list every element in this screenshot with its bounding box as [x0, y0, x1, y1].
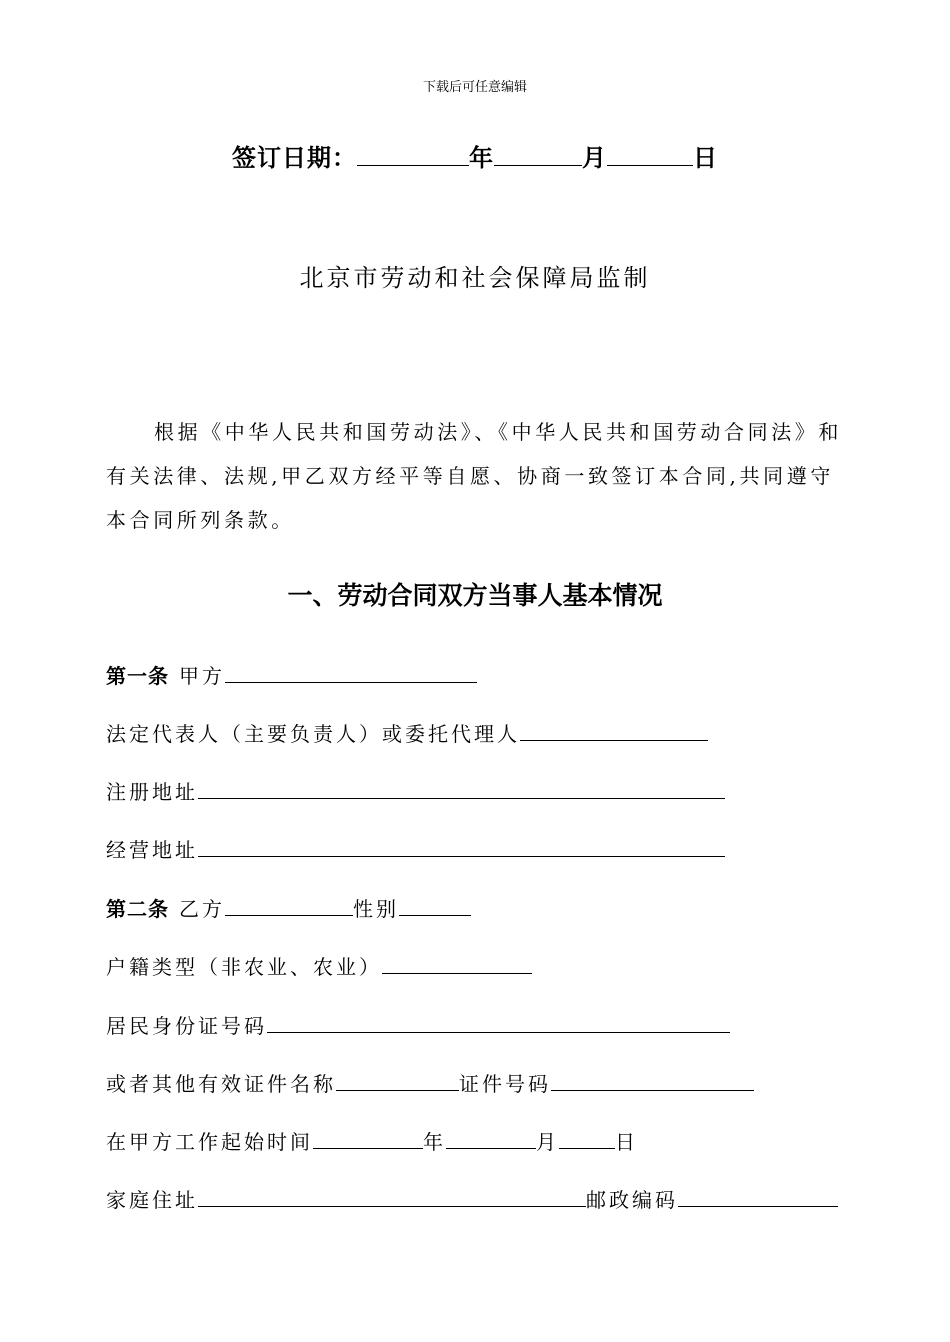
preamble: 根据《中华人民共和国劳动法》、《中华人民共和国劳动合同法》和有关法律、法规,甲乙双方经平等自愿、协商一致签订本合同,共同遵守本合同所列条款。 — [106, 420, 842, 532]
start-time-label: 在甲方工作起始时间 — [106, 1130, 313, 1154]
day-blank[interactable] — [607, 143, 693, 166]
start-time-row — [106, 1126, 638, 1155]
issuer: 北京市劳动和社会保障局监制 — [299, 264, 651, 292]
reg-address-row — [106, 776, 725, 805]
start-month-label: 月 — [536, 1130, 559, 1154]
article2-label: 第二条 — [106, 897, 169, 921]
party-b-label: 乙方 — [179, 897, 225, 921]
article1-row — [106, 660, 477, 689]
id-number2-blank[interactable] — [551, 1070, 754, 1091]
other-id-row — [106, 1068, 754, 1097]
id-number-row — [106, 1010, 730, 1039]
other-id-label: 或者其他有效证件名称 — [106, 1072, 336, 1096]
biz-address-row — [106, 834, 725, 863]
start-year-blank[interactable] — [313, 1128, 423, 1149]
gender-label: 性别 — [353, 897, 399, 921]
article1-label: 第一条 — [106, 664, 169, 688]
biz-address-label: 经营地址 — [106, 838, 198, 862]
month-label: 月 — [582, 143, 607, 172]
year-blank[interactable] — [357, 143, 469, 166]
postcode-label: 邮政编码 — [586, 1188, 678, 1212]
start-day-label: 日 — [615, 1130, 638, 1154]
household-label: 户籍类型（非农业、农业） — [106, 955, 382, 979]
section-title: 一、劳动合同双方当事人基本情况 — [287, 581, 663, 610]
start-day-blank[interactable] — [559, 1128, 615, 1149]
home-address-row — [106, 1184, 838, 1213]
article2-row — [106, 893, 471, 922]
reg-address-blank[interactable] — [198, 778, 725, 799]
sign-date-line — [0, 138, 950, 173]
legal-rep-blank[interactable] — [520, 720, 708, 741]
gender-blank[interactable] — [399, 895, 471, 916]
party-a-blank[interactable] — [225, 662, 477, 683]
legal-rep-label: 法定代表人（主要负责人）或委托代理人 — [106, 722, 520, 746]
reg-address-label: 注册地址 — [106, 780, 198, 804]
party-b-blank[interactable] — [225, 895, 353, 916]
home-address-label: 家庭住址 — [106, 1188, 198, 1212]
biz-address-blank[interactable] — [198, 836, 725, 857]
header-note: 下载后可任意编辑 — [422, 80, 527, 95]
start-year-label: 年 — [423, 1130, 446, 1154]
other-id-blank[interactable] — [336, 1070, 459, 1091]
party-a-label: 甲方 — [179, 664, 225, 688]
home-address-blank[interactable] — [198, 1186, 586, 1207]
id-number-blank[interactable] — [267, 1012, 730, 1033]
sign-date-label: 签订日期： — [232, 143, 357, 172]
id-number2-label: 证件号码 — [459, 1072, 551, 1096]
day-label: 日 — [693, 143, 718, 172]
postcode-blank[interactable] — [678, 1186, 838, 1207]
month-blank[interactable] — [494, 143, 582, 166]
year-label: 年 — [469, 143, 494, 172]
id-number-label: 居民身份证号码 — [106, 1014, 267, 1038]
legal-rep-row — [106, 718, 708, 747]
household-blank[interactable] — [382, 953, 532, 974]
start-month-blank[interactable] — [446, 1128, 536, 1149]
household-row — [106, 951, 532, 980]
